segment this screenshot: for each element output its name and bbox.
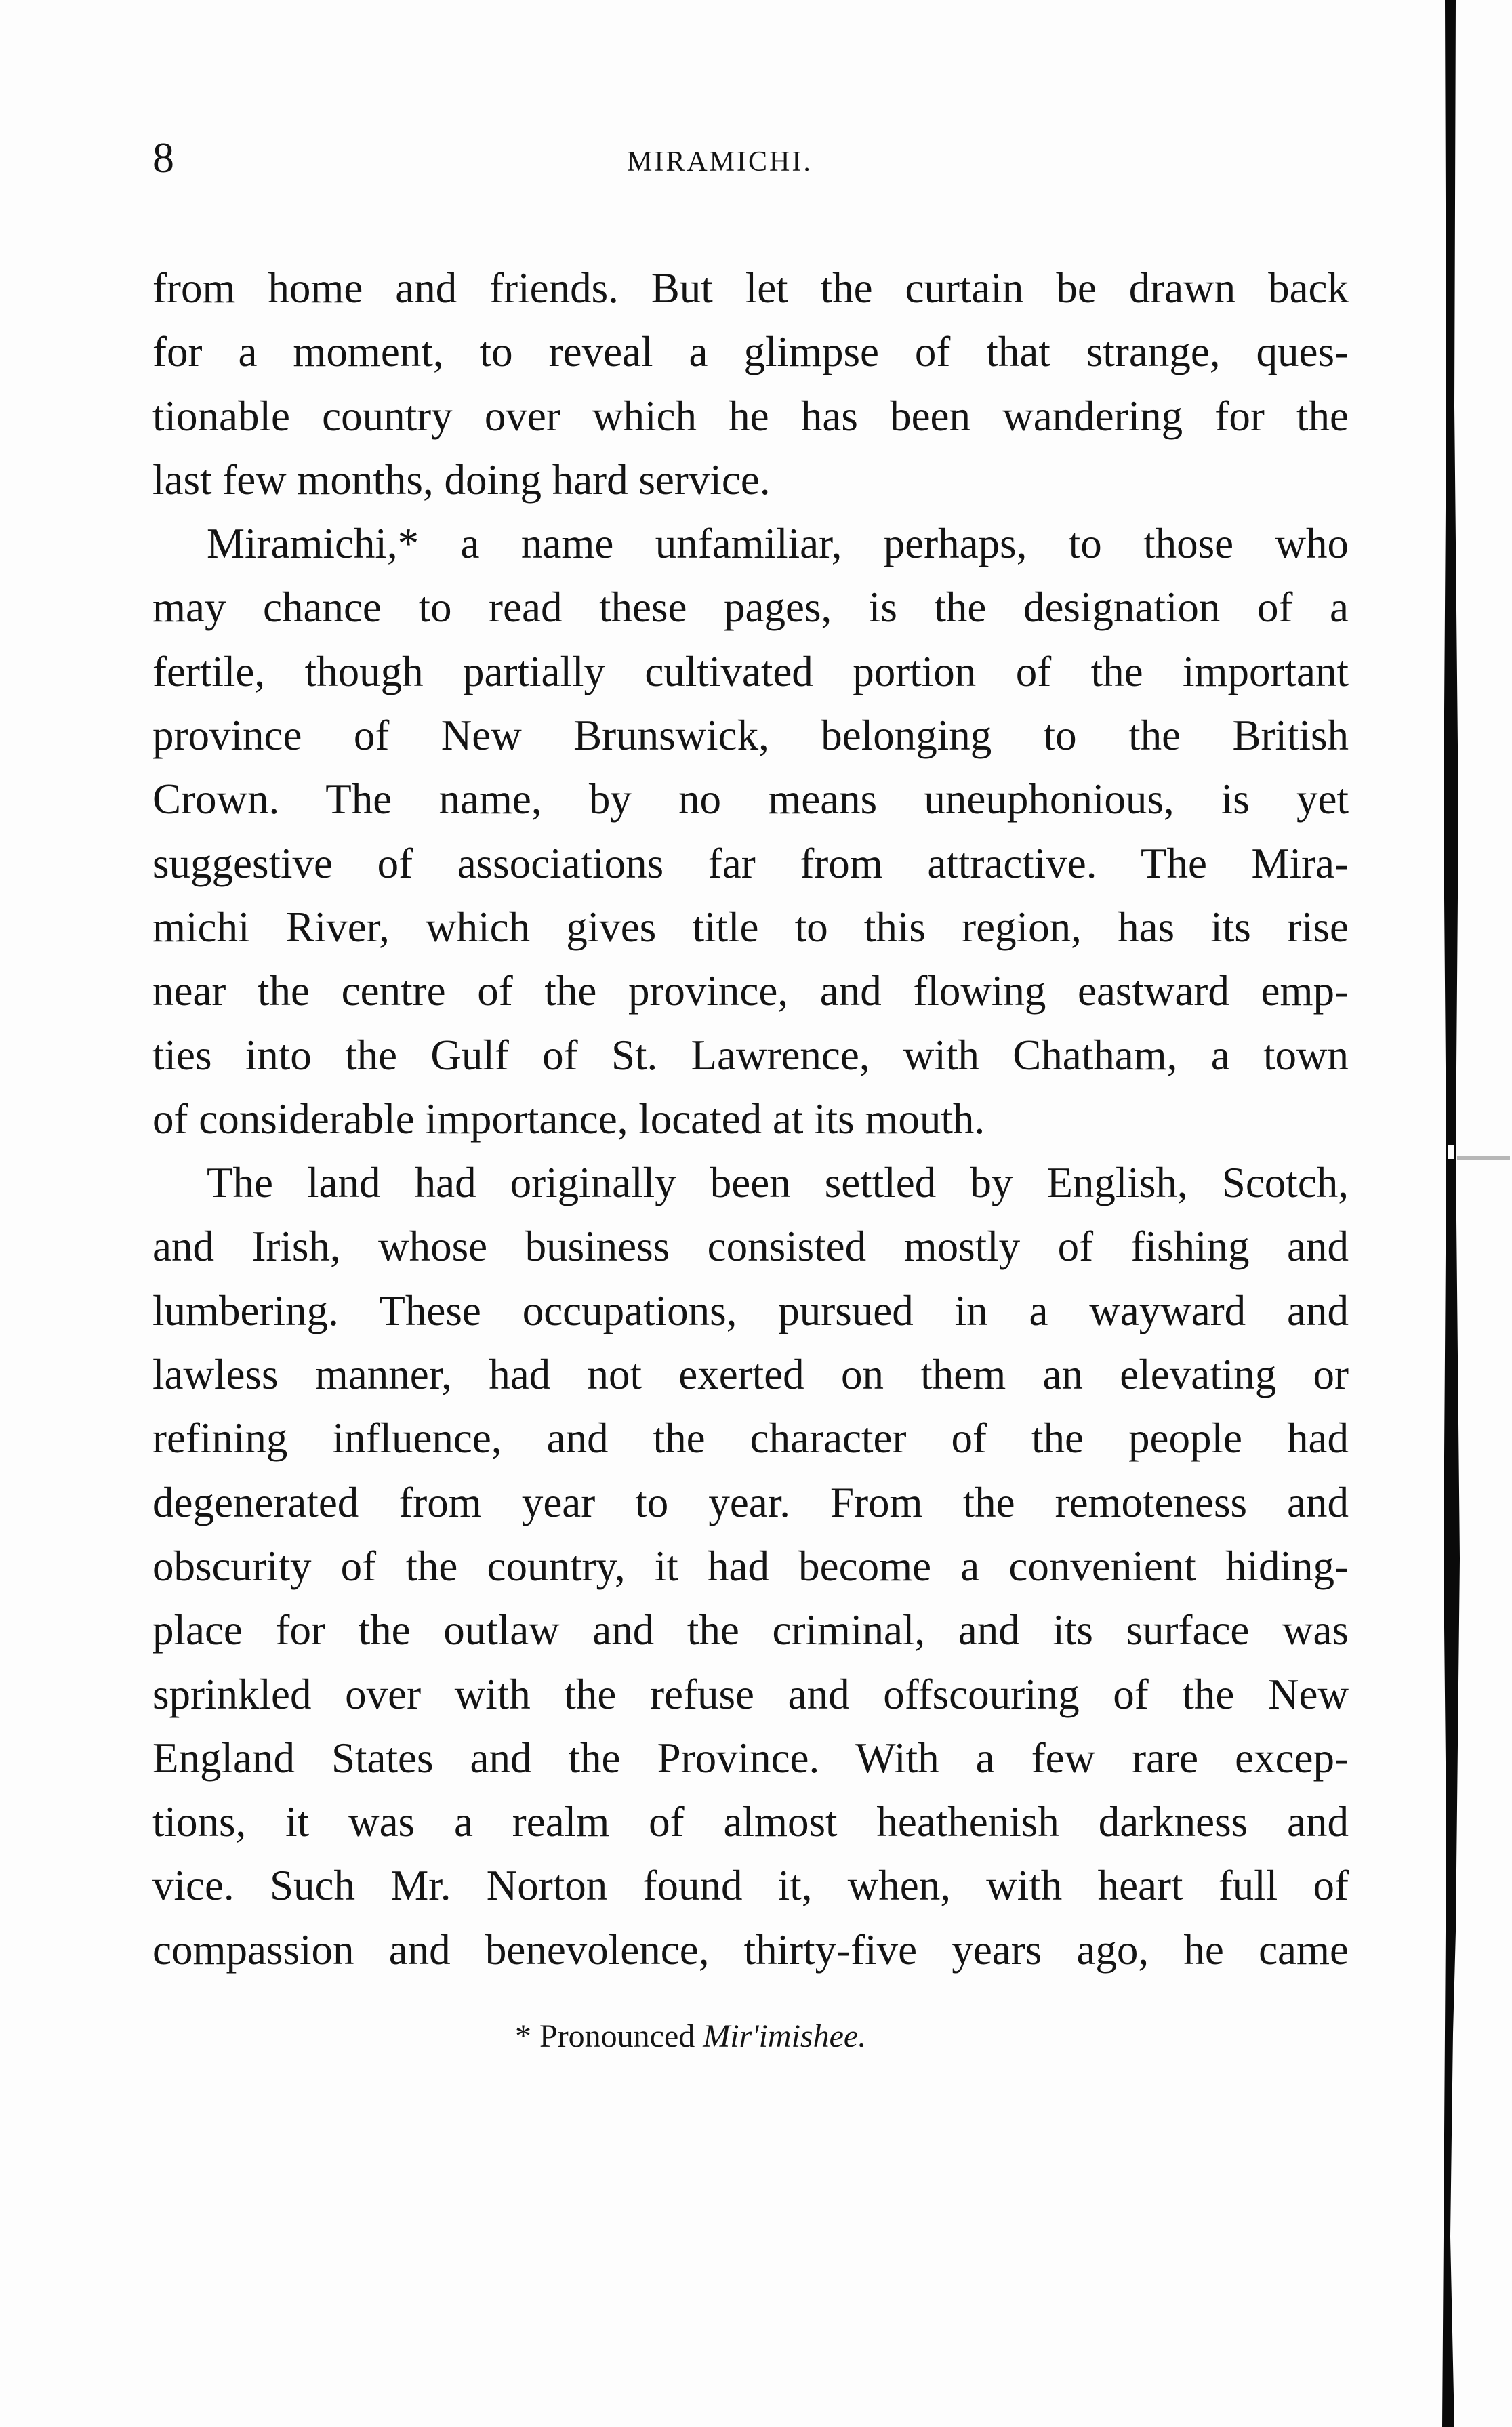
text-line: tionable country over which he has been wandering for the	[152, 392, 1349, 440]
running-title: MIRAMICHI.	[627, 146, 813, 178]
text-line: place for the outlaw and the criminal, and its surface was	[152, 1606, 1349, 1654]
text-line: lumbering. These occupations, pursued in a wayward and	[152, 1286, 1349, 1334]
text-line: vice. Such Mr. Norton found it, when, with heart full of	[152, 1862, 1349, 1910]
binding-edge-graphic	[1435, 0, 1512, 2427]
text-line: may chance to read these pages, is the designation of a	[152, 584, 1349, 632]
body-text	[152, 256, 1349, 1982]
text-line: Crown. The name, by no means uneuphonious, is yet	[152, 775, 1349, 823]
text-line: England States and the Province. With a few rare excep-	[152, 1734, 1349, 1782]
footnote-marker: * Pronounced	[515, 2018, 695, 2054]
text-line: last few months, doing hard service.	[152, 455, 771, 504]
text-line: suggestive of associations far from attractive. The Mira-	[152, 839, 1349, 887]
text-line: fertile, though partially cultivated portion of the important	[152, 647, 1349, 695]
text-line: lawless manner, had not exerted on them an elevating or	[152, 1351, 1349, 1399]
footnote	[515, 2013, 866, 2060]
text-line: from home and friends. But let the curtain be drawn back	[152, 264, 1349, 312]
running-head	[152, 127, 1349, 188]
text-line: compassion and benevolence, thirty-five years ago, he came	[152, 1925, 1349, 1974]
text-line: refining influence, and the character of the people had	[152, 1414, 1349, 1463]
text-line: michi River, which gives title to this region, has its rise	[152, 903, 1349, 951]
text-line: Miramichi,* a name unfamiliar, perhaps, to those who	[207, 520, 1349, 568]
text-line: tions, it was a realm of almost heathenish darkness and	[152, 1798, 1349, 1846]
text-line: and Irish, whose business consisted mostly of fishing and	[152, 1223, 1349, 1271]
text-line: for a moment, to reveal a glimpse of that strange, ques-	[152, 328, 1349, 376]
text-line: sprinkled over with the refuse and offscouring of the New	[152, 1670, 1349, 1718]
text-line: province of New Brunswick, belonging to the British	[152, 712, 1349, 760]
footnote-pronunciation: Mir'imishee.	[703, 2018, 867, 2054]
text-line: obscurity of the country, it had become a convenient hiding-	[152, 1542, 1349, 1590]
text-line: The land had originally been settled by English, Scotch,	[207, 1159, 1349, 1207]
text-line: near the centre of the province, and flowing eastward emp-	[152, 967, 1349, 1015]
text-line: ties into the Gulf of St. Lawrence, with Chatham, a town	[152, 1031, 1349, 1079]
text-line: of considerable importance, located at its mouth.	[152, 1095, 985, 1143]
binding-edge-shadow	[1435, 0, 1512, 2427]
page-number: 8	[152, 134, 174, 182]
text-line: degenerated from year to year. From the remoteness and	[152, 1478, 1349, 1526]
